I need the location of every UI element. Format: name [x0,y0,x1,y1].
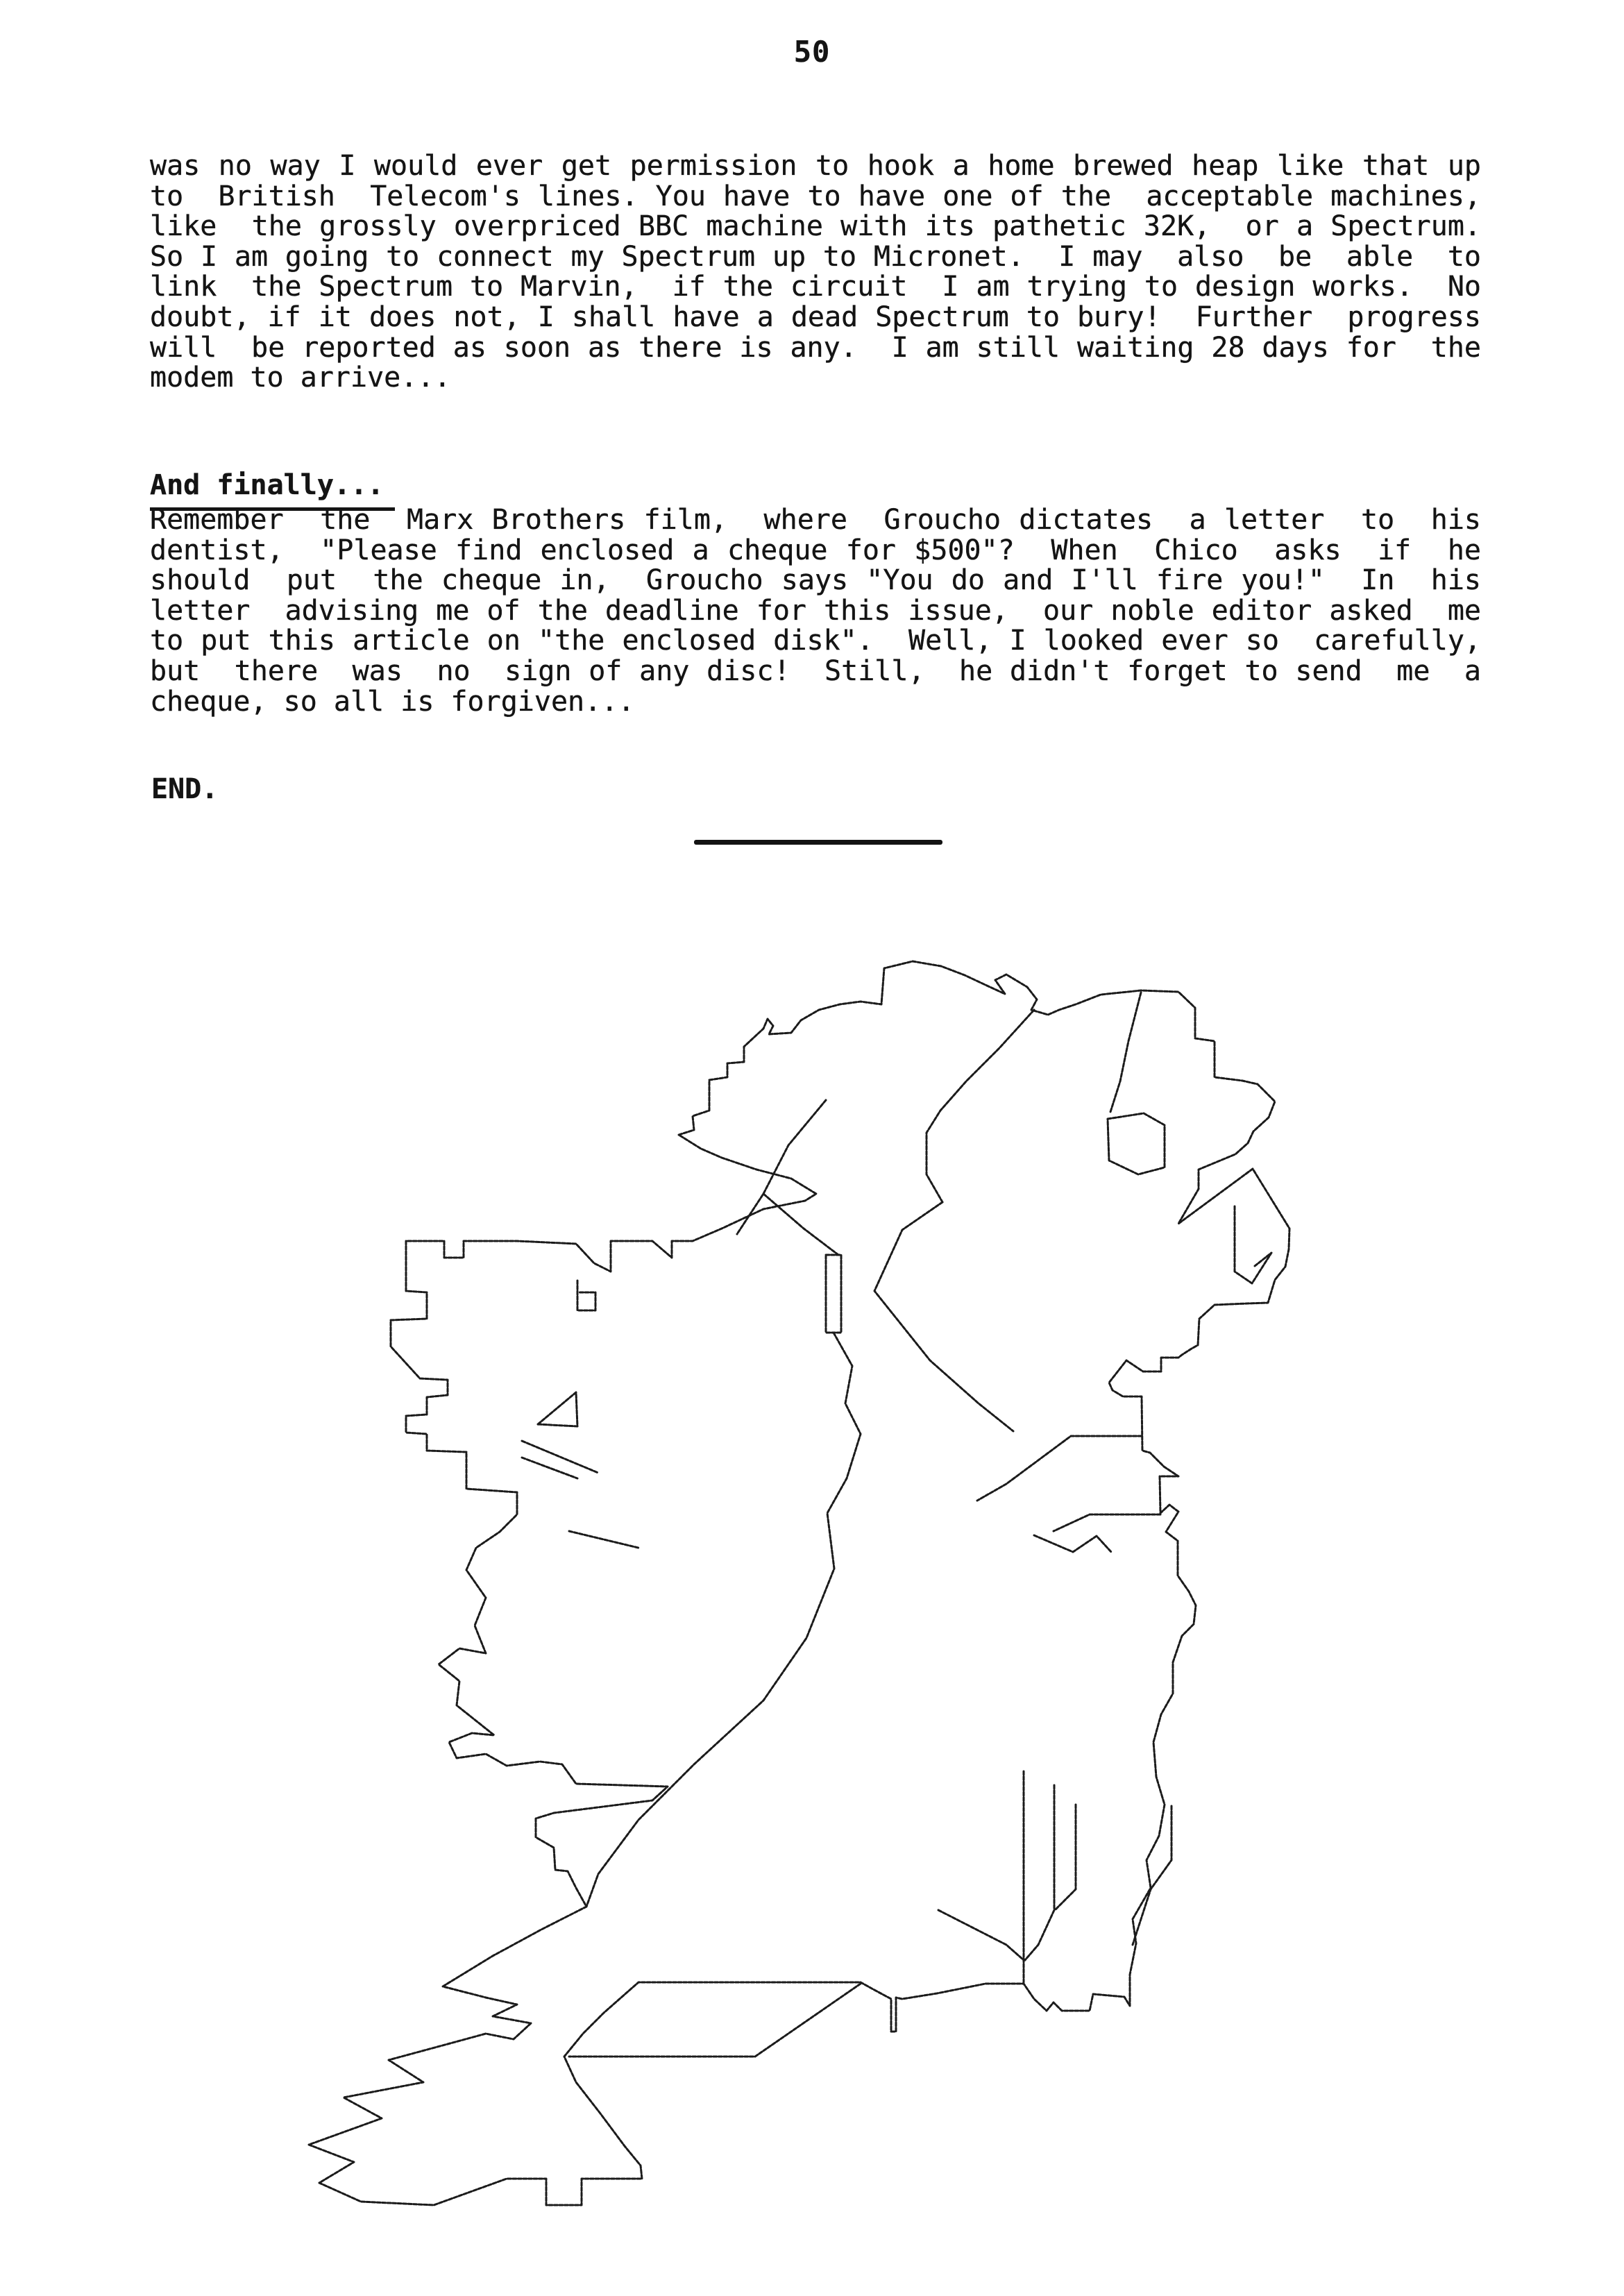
text-line: like the grossly overpriced BBC machine with its pathetic 32K, or a Spectrum. [150,210,1481,243]
inland-detail-line [538,1392,577,1426]
inland-detail-line [569,1984,861,2057]
paragraph-one [150,151,1481,394]
text-line: dentist, "Please find enclosed a cheque for $500"? When Chico asks if he [150,534,1481,566]
inland-detail-line [1054,1514,1160,1531]
inland-detail-line [938,1910,1024,1960]
inland-detail-line [1025,1785,1054,1960]
text-line: Remember the Marx Brothers film, where Groucho dictates a letter to his [150,504,1481,536]
text-line: So I am going to connect my Spectrum up to Micronet. I may also be able to [150,240,1481,273]
text-line: to put this article on "the enclosed disk". Well, I looked ever so carefully, [150,625,1481,657]
ireland-map [278,902,1319,2221]
inland-detail-line [569,1531,638,1548]
text-line: was no way I would ever get permission to hook a home brewed heap like that up [150,150,1481,182]
divider-rule [694,840,942,845]
inland-detail-line [1133,1806,1172,1945]
coastline-outline [309,961,1289,2205]
text-line: will be reported as soon as there is any. I am still waiting 28 days for the [150,331,1481,364]
inland-detail-line [927,1010,1034,1202]
end-marker: END. [151,773,219,805]
inland-detail-line [763,1194,838,1255]
text-line: to British Telecom's lines. You have to have one of the acceptable machines, [150,180,1481,212]
text-line: link the Spectrum to Marvin, if the circuit I am trying to design works. No [150,271,1481,303]
text-line: doubt, if it does not, I shall have a dead Spectrum to bury! Further progress [150,301,1481,333]
text-line: should put the cheque in, Groucho says "You do and I'll fire you!" In his [150,564,1481,597]
inland-detail-line [874,1202,1013,1431]
inland-detail-line [522,1441,598,1473]
inland-detail-line [1110,993,1141,1112]
inland-detail-line [826,1255,841,1333]
inland-detail-line [1055,1805,1076,1910]
page-number: 50 [793,35,831,69]
inland-detail-line [1108,1113,1165,1174]
inland-detail-line [577,1281,595,1310]
inland-detail-line [977,1436,1142,1501]
inland-detail-line [1235,1206,1271,1283]
inland-detail-line [1034,1535,1112,1553]
text-line: modem to arrive... [150,362,451,394]
section-heading: And finally... [150,469,395,511]
inland-detail-line [586,1333,861,1907]
text-line: but there was no sign of any disc! Still, he didn't forget to send me a [150,655,1481,687]
text-line: cheque, so all is forgiven... [150,685,635,718]
text-line: letter advising me of the deadline for this issue, our noble editor asked me [150,594,1481,627]
paragraph-two [150,505,1481,717]
ireland-map-figure [278,902,1319,2221]
